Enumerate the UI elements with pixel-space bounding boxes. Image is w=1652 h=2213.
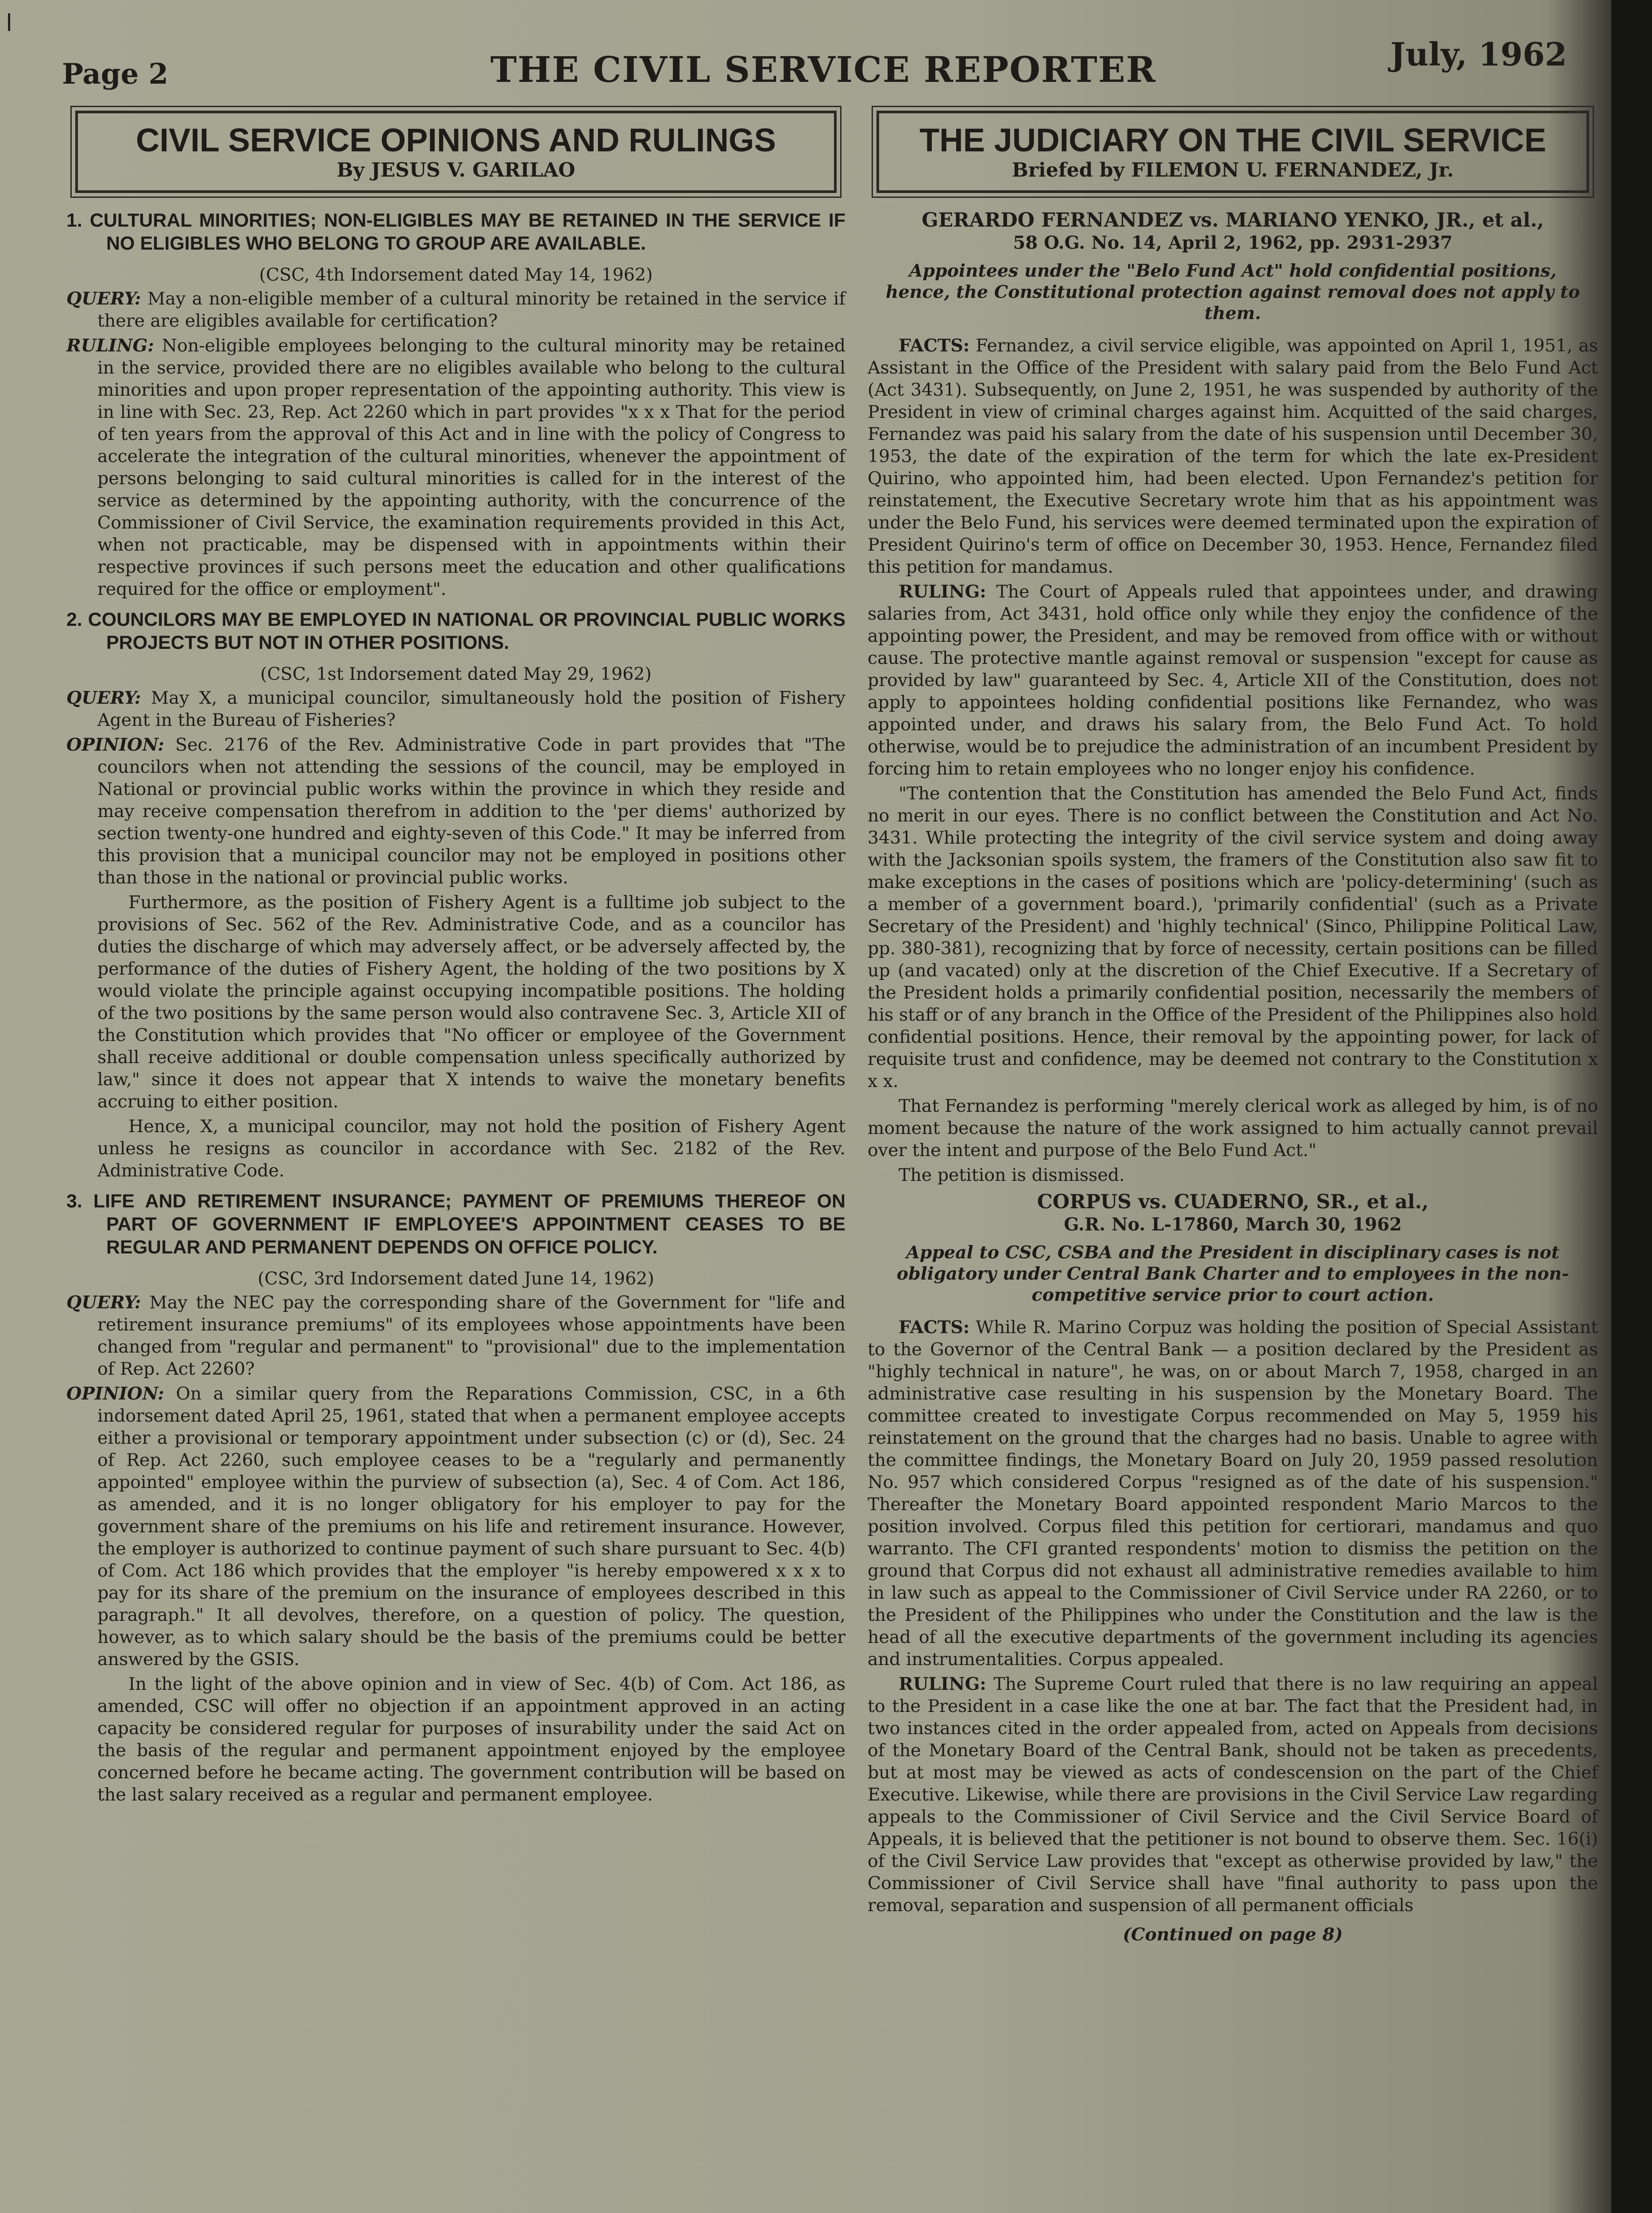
opinions-header-byline: By JESUS V. GARILAO	[336, 159, 575, 181]
opinions-header-title: CIVIL SERVICE OPINIONS AND RULINGS	[136, 122, 776, 158]
case-1-quote-2: That Fernandez is performing "merely clerical work as alleged by him, is of no moment because the nature of the work assigned to him actually cannot prevail over the intent and purpose of the Belo Fund Act."	[868, 1096, 1598, 1160]
ruling-text: Non-eligible employees belonging to the cultural minority may be retained in the service, provided there are no eligibles available who belong to the cultural minorities and upon proper representation of the appointing authority. This view is in line with Sec. 23, Rep. Act 2260 which in part provides "x x x That for the period of ten years from the approval of this Act and in line with the policy of Congress to accelerate the integration of the cultural minorities, whenever the appointment of persons belonging to said cultural minorities is called for in the interest of the service as determined by the appointing authority, with the concurrence of the Commissioner of Civil Service, the examination requirements provided in this Act, when not practicable, may be dispensed with in appointments within their respective provinces if such persons meet the education and other qualifications required for the office or employment".	[97, 335, 845, 599]
section-2-indorsement: (CSC, 1st Indorsement dated May 29, 1962)	[260, 664, 652, 684]
section-3-title: 3. LIFE AND RETIREMENT INSURANCE; PAYMENT OF PREMIUMS THEREOF ON PART OF GOVERNMENT IF EMPLOYEE'S APPOINTMENT CEASES TO BE REGULAR AND PERMANENT DEPENDS ON OFFICE POLICY.	[66, 1191, 845, 1258]
case-1-summary: Appointees under the "Belo Fund Act" hold confidential positions, hence, the Constitutional protection against removal does not apply to them.	[885, 261, 1580, 324]
continuation-note: (Continued on page 8)	[1123, 1924, 1343, 1945]
section-2-query	[66, 687, 845, 731]
opinion-text: Sec. 2176 of the Rev. Administrative Code in part provides that "The councilors when not attending the sessions of the council, may be employed in National or provincial public works within the province in which they reside and may receive compensation therefrom in addition to the 'per diems' authorized by section twenty-one hundred and eighty-seven of this Code." It may be inferred from this provision that a municipal councilor may not be employed in positions other than those in the national or provincial public works.	[97, 735, 845, 888]
case-2-ruling	[868, 1673, 1598, 1916]
facts-text: Fernandez, a civil service eligible, was appointed on April 1, 1951, as Assistant in the Office of the President with salary paid from the Belo Fund Act (Act 3431). Subsequently, on June 2, 1951, he was suspended by authority of the President in view of criminal charges against him. Acquitted of the said charges, Fernandez was paid his salary from the date of his suspension until December 30, 1953, the date of the expiration of the term for which the late ex-President Quirino, who appointed him, had been elected. Upon Fernandez's petition for reinstatement, the Executive Secretary wrote him that as his appointment was under the Belo Fund, his services were deemed terminated upon the expiration of President Quirino's term of office on December 30, 1953. Hence, Fernandez filed this petition for mandamus.	[868, 335, 1598, 577]
publication-title: THE CIVIL SERVICE REPORTER	[490, 49, 1157, 90]
judiciary-header-byline: Briefed by FILEMON U. FERNANDEZ, Jr.	[1011, 159, 1454, 181]
case-1-ruling	[868, 581, 1598, 780]
query-text: May X, a municipal councilor, simultaneously hold the position of Fishery Agent in the Bureau of Fisheries?	[97, 688, 845, 730]
case-2-title: CORPUS vs. CUADERNO, SR., et al.,	[1037, 1191, 1429, 1213]
margin-mark	[8, 13, 10, 31]
query-label: QUERY:	[66, 289, 141, 309]
query-label: QUERY:	[66, 688, 141, 708]
section-3-query	[66, 1292, 845, 1380]
ruling-text: The Court of Appeals ruled that appointees under, and drawing salaries from, Act 3431, hold office only while they enjoy the confidence of the appointing power, the President, and may be removed from office with or without cause. The protective mantle against removal or suspension "except for cause as provided by law" guaranteed by Sec. 4, Article XII of the Constitution, does not apply to appointees holding confidential positions like Fernandez, who was appointed under, and draws his salary from, the Belo Fund Act. To hold otherwise, would be to prejudice the administration of an incumbent President by forcing him to retain employees who no longer enjoy his confidence.	[868, 582, 1598, 779]
section-1-title: 1. CULTURAL MINORITIES; NON-ELIGIBLES MAY BE RETAINED IN THE SERVICE IF NO ELIGIBLES WHO BELONG TO GROUP ARE AVAILABLE.	[66, 210, 845, 254]
opinion-label: OPINION:	[66, 1384, 164, 1404]
case-2-citation: G.R. No. L-17860, March 30, 1962	[1064, 1214, 1402, 1235]
section-2-opinion	[66, 734, 845, 889]
query-text: May a non-eligible member of a cultural minority be retained in the service if there are eligibles available for certification?	[97, 289, 845, 331]
scan-edge	[1611, 0, 1652, 2213]
case-2-summary: Appeal to CSC, CSBA and the President in disciplinary cases is not obligatory under Central Bank Charter and to employees in the non-competitive service prior to court action.	[896, 1242, 1569, 1305]
judiciary-header-title: THE JUDICIARY ON THE CIVIL SERVICE	[919, 122, 1546, 158]
masthead	[62, 35, 1585, 102]
query-label: QUERY:	[66, 1292, 141, 1313]
section-3-opinion	[66, 1383, 845, 1670]
section-1-query	[66, 288, 845, 332]
ruling-label: RULING:	[899, 582, 986, 602]
ruling-text: The Supreme Court ruled that there is no law requiring an appeal to the President in a case like the one at bar. The fact that the President had, in two instances cited in the order appealed from, acted on Appeals from decisions of the Monetary Board of the Central Bank, should not be taken as precedents, but at most may be viewed as acts of condescension on the part of the Chief Executive. Likewise, while there are provisions in the Civil Service Law regarding appeals to the Commissioner of Civil Service and the Civil Service Board of Appeals, it is believed that the petitioner is not bound to observe them. Sec. 16(i) of the Civil Service Law provides that "except as otherwise provided by law," the Commissioner of Civil Service shall have "final authority to pass upon the removal, separation and suspension of all permanent officials	[868, 1674, 1598, 1916]
section-3-indorsement: (CSC, 3rd Indorsement dated June 14, 1962)	[258, 1268, 654, 1289]
section-3-paragraph-2: In the light of the above opinion and in view of Sec. 4(b) of Com. Act 186, as amended, CSC will offer no objection if an appointment approved in an acting capacity be considered regular for purposes of insurability under the said Act on the basis of the regular and permanent appointment enjoyed by the employee concerned before he became acting. The government contribution will be based on the last salary received as a regular and permanent employee.	[97, 1674, 845, 1805]
issue-date: July, 1962	[1390, 35, 1567, 73]
right-column	[868, 111, 1598, 1946]
section-1-ruling	[66, 335, 845, 600]
judiciary-header	[876, 111, 1589, 193]
opinion-label: OPINION:	[66, 735, 164, 755]
query-text: May the NEC pay the corresponding share of the Government for "life and retirement insurance premiums" of its employees whose appointments have been changed from "regular and permanent" to "provisional" due to the implementation of Rep. Act 2260?	[97, 1292, 845, 1379]
section-2-title: 2. COUNCILORS MAY BE EMPLOYED IN NATIONAL OR PROVINCIAL PUBLIC WORKS PROJECTS BUT NOT IN OTHER POSITIONS.	[66, 609, 845, 653]
case-1-quote: "The contention that the Constitution has amended the Belo Fund Act, finds no merit in our eyes. There is no conflict between the Constitution and Act No. 3431. While protecting the integrity of the civil service system and doing away with the Jacksonian spoils system, the framers of the Constitution also saw fit to make exceptions in the cases of positions which are 'policy-determining' (such as a member of a government board.), 'primarily confidential' (such as a Private Secretary of the President) and 'highly technical' (Sinco, Philippine Political Law, pp. 380-381), recognizing that by force of necessity, certain positions can be filled up (and vacated) only at the discretion of the Chief Executive. If a Secretary of the President holds a primarily confidential position, necessarily the members of his staff or of any branch in the Office of the President of the Philippines also hold confidential positions. Hence, their removal by the appointing power, for lack of requisite trust and confidence, may be deemed not contrary to the Constitution x x x.	[868, 783, 1598, 1091]
ruling-label: RULING:	[899, 1674, 986, 1694]
facts-label: FACTS:	[899, 335, 970, 356]
section-2-paragraph-3: Hence, X, a municipal councilor, may not hold the position of Fishery Agent unless he resigns as councilor in accordance with Sec. 2182 of the Rev. Administrative Code.	[97, 1116, 845, 1181]
section-1-indorsement: (CSC, 4th Indorsement dated May 14, 1962)	[259, 265, 653, 285]
case-2-facts	[868, 1316, 1598, 1670]
facts-text: While R. Marino Corpuz was holding the position of Special Assistant to the Governor of the Central Bank — a position declared by the President as "highly technical in nature", he was, on or about March 7, 1958, charged in an administrative case resulting in his suspension by the Monetary Board. The committee created to investigate Corpus recommended on May 5, 1959 his reinstatement on the ground that the charges had no basis. Unable to agree with the committee findings, the Monetary Board on July 20, 1959 passed resolution No. 957 which considered Corpus "resigned as of the date of his suspension." Thereafter the Monetary Board appointed respondent Mario Marcos to the position involved. Corpus filed this petition for certiorari, mandamus and quo warranto. The CFI granted respondents' motion to dismiss the petition on the ground that Corpus did not exhaust all administrative remedies available to him in law such as appeal to the Commissioner of Civil Service under RA 2260, or to the President of the Philippines who under the Constitution and the law is the head of all the executive departments of the government including its agencies and instrumentalities. Corpus appealed.	[868, 1317, 1598, 1669]
ruling-label: RULING:	[66, 335, 154, 356]
opinions-header	[75, 111, 837, 193]
section-2-paragraph-2: Furthermore, as the position of Fishery Agent is a fulltime job subject to the provisions of Sec. 562 of the Rev. Administrative Code, and as a councilor has duties the discharge of which may adversely affect, or be adversely affected by, the performance of the duties of Fishery Agent, the holding of the two positions by X would violate the principle against occupying incompatible positions. The holding of the two positions by the same person would also contravene Sec. 3, Article XII of the Constitution which provides that "No officer or employee of the Government shall receive additional or double compensation unless specifically authorized by law," since it does not appear that X intends to waive the monetary benefits accruing to either position.	[97, 892, 845, 1112]
case-1-citation: 58 O.G. No. 14, April 2, 1962, pp. 2931-2937	[1013, 232, 1453, 253]
case-1-disposition: The petition is dismissed.	[899, 1165, 1125, 1185]
page-number: Page 2	[62, 58, 169, 91]
opinion-text: On a similar query from the Reparations Commission, CSC, in a 6th indorsement dated April 25, 1961, stated that when a permanent employee accepts either a provisional or temporary appointment under subsection (c) or (d), Sec. 24 of Rep. Act 2260, such employee ceases to be a "regularly and permanently appointed" employee within the purview of subsection (a), Sec. 4 of Com. Act 186, as amended, and it is no longer obligatory for his employer to pay for the government share of the premiums on his life and retirement insurance. However, the employer is authorized to continue payment of such share pursuant to Sec. 4(b) of Com. Act 186 which provides that the employer "is hereby empowered x x x to pay for its share of the premium on the insurance of employees described in this paragraph." It all devolves, therefore, on a question of policy. The question, however, as to which salary should be the basis of the premiums could be better answered by the GSIS.	[97, 1384, 845, 1669]
case-1-title: GERARDO FERNANDEZ vs. MARIANO YENKO, JR., et al.,	[922, 209, 1544, 231]
left-column	[66, 111, 845, 1808]
facts-label: FACTS:	[899, 1317, 970, 1338]
case-1-facts	[868, 335, 1598, 578]
